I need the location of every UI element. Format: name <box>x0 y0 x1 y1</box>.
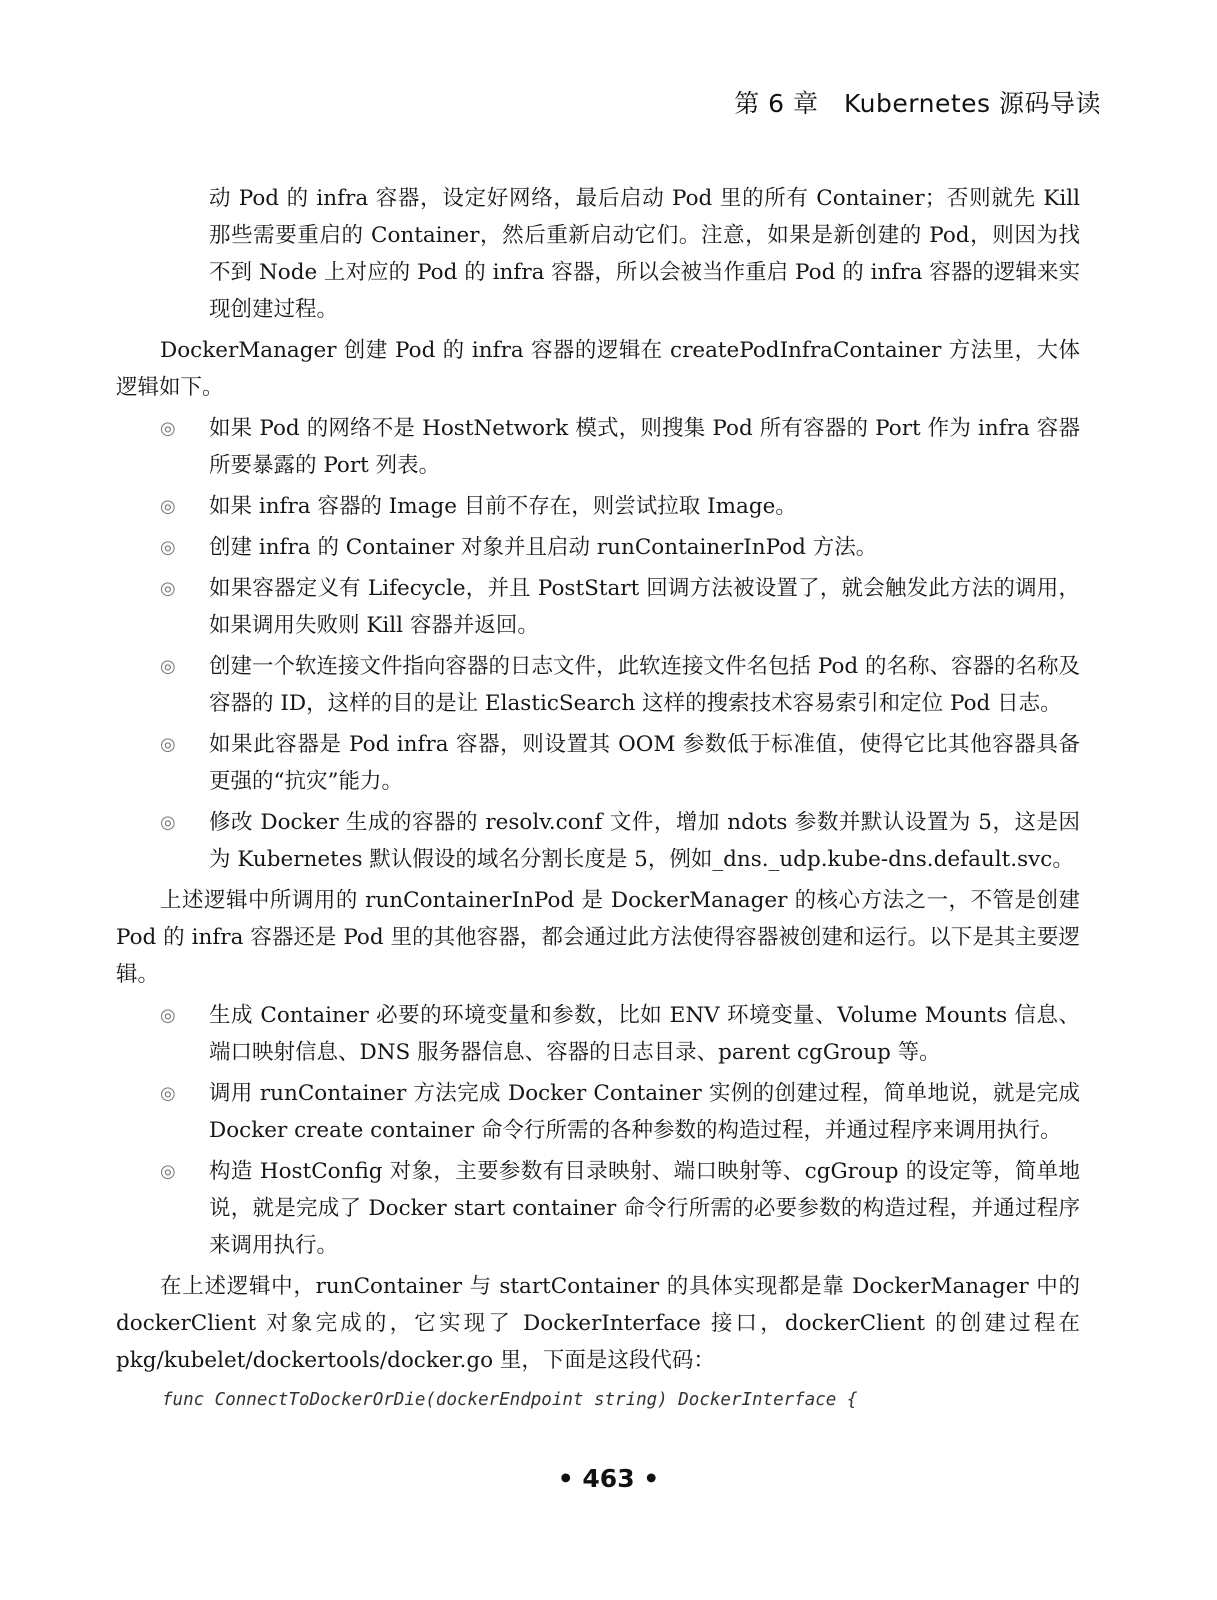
list-item <box>116 648 1080 722</box>
list-item <box>116 1075 1080 1149</box>
page-number: • 463 • <box>557 1464 660 1493</box>
list-item <box>116 488 1080 525</box>
bullet-icon: ◎ <box>160 812 176 833</box>
running-header: 第 6 章 Kubernetes 源码导读 <box>734 89 1101 118</box>
bullet-text: 生成 Container 必要的环境变量和参数，比如 ENV 环境变量、Volume Mounts 信息、端口映射信息、DNS 服务器信息、容器的日志目录、parent cgGroup 等。 <box>209 1003 1080 1065</box>
bullet-icon: ◎ <box>160 496 176 517</box>
list-item <box>116 529 1080 566</box>
paragraph-runcontainer-intro: 上述逻辑中所调用的 runContainerInPod 是 DockerManager 的核心方法之一，不管是创建 Pod 的 infra 容器还是 Pod 里的其他容器，都会通过此方法使得容器被创建和运行。以下是其主要逻辑。 <box>116 888 1080 987</box>
bullet-text: 如果 infra 容器的 Image 目前不存在，则尝试拉取 Image。 <box>209 494 797 519</box>
list-item <box>116 997 1080 1071</box>
bullet-text: 创建 infra 的 Container 对象并且启动 runContainerInPod 方法。 <box>209 535 878 560</box>
bullet-text: 如果容器定义有 Lifecycle，并且 PostStart 回调方法被设置了，就会触发此方法的调用，如果调用失败则 Kill 容器并返回。 <box>209 576 1080 638</box>
bullet-icon: ◎ <box>160 418 176 439</box>
bullet-text: 创建一个软连接文件指向容器的日志文件，此软连接文件名包括 Pod 的名称、容器的名称及容器的 ID，这样的目的是让 ElasticSearch 这样的搜索技术容易索引和定位 Pod 日志。 <box>209 654 1080 716</box>
list-item <box>116 726 1080 800</box>
bullet-icon: ◎ <box>160 656 176 677</box>
list-item <box>116 1153 1080 1264</box>
bullet-list-runcontainer <box>116 997 1080 1264</box>
paragraph-infra-intro: DockerManager 创建 Pod 的 infra 容器的逻辑在 createPodInfraContainer 方法里，大体逻辑如下。 <box>116 338 1080 400</box>
continued-bullet-text: 动 Pod 的 infra 容器，设定好网络，最后启动 Pod 里的所有 Container；否则就先 Kill 那些需要重启的 Container，然后重新启动它们。注意，如果是新创建的 Pod，则因为找不到 Node 上对应的 Pod 的 infra 容器，所以会被当作重启 Pod 的 infra 容器的逻辑来实现创建过程。 <box>209 186 1080 322</box>
list-item <box>116 410 1080 484</box>
bullet-text: 如果 Pod 的网络不是 HostNetwork 模式，则搜集 Pod 所有容器的 Port 作为 infra 容器所要暴露的 Port 列表。 <box>209 416 1080 478</box>
bullet-icon: ◎ <box>160 1161 176 1182</box>
code-snippet: func ConnectToDockerOrDie(dockerEndpoint string) DockerInterface { <box>162 1390 858 1410</box>
bullet-icon: ◎ <box>160 578 176 599</box>
bullet-text: 如果此容器是 Pod infra 容器，则设置其 OOM 参数低于标准值，使得它比其他容器具备更强的“抗灾”能力。 <box>209 732 1080 794</box>
bullet-text: 修改 Docker 生成的容器的 resolv.conf 文件，增加 ndots 参数并默认设置为 5，这是因为 Kubernetes 默认假设的域名分割长度是 5，例如_dns._udp.kube-dns.default.svc。 <box>209 810 1080 872</box>
list-item <box>116 570 1080 644</box>
bullet-text: 调用 runContainer 方法完成 Docker Container 实例的创建过程，简单地说，就是完成 Docker create container 命令行所需的各种参数的构造过程，并通过程序来调用执行。 <box>209 1081 1080 1143</box>
page-body <box>116 180 1080 1417</box>
paragraph-dockerclient-intro: 在上述逻辑中，runContainer 与 startContainer 的具体实现都是靠 DockerManager 中的 dockerClient 对象完成的，它实现了 DockerInterface 接口，dockerClient 的创建过程在 pkg/kubelet/dockertools/docker.go 里，下面是这段代码： <box>116 1274 1080 1373</box>
bullet-icon: ◎ <box>160 1005 176 1026</box>
bullet-icon: ◎ <box>160 537 176 558</box>
bullet-list-infra <box>116 410 1080 878</box>
list-item <box>116 804 1080 878</box>
bullet-icon: ◎ <box>160 734 176 755</box>
bullet-text: 构造 HostConfig 对象，主要参数有目录映射、端口映射等、cgGroup 的设定等，简单地说，就是完成了 Docker start container 命令行所需的必要参数的构造过程，并通过程序来调用执行。 <box>209 1159 1080 1258</box>
bullet-icon: ◎ <box>160 1083 176 1104</box>
